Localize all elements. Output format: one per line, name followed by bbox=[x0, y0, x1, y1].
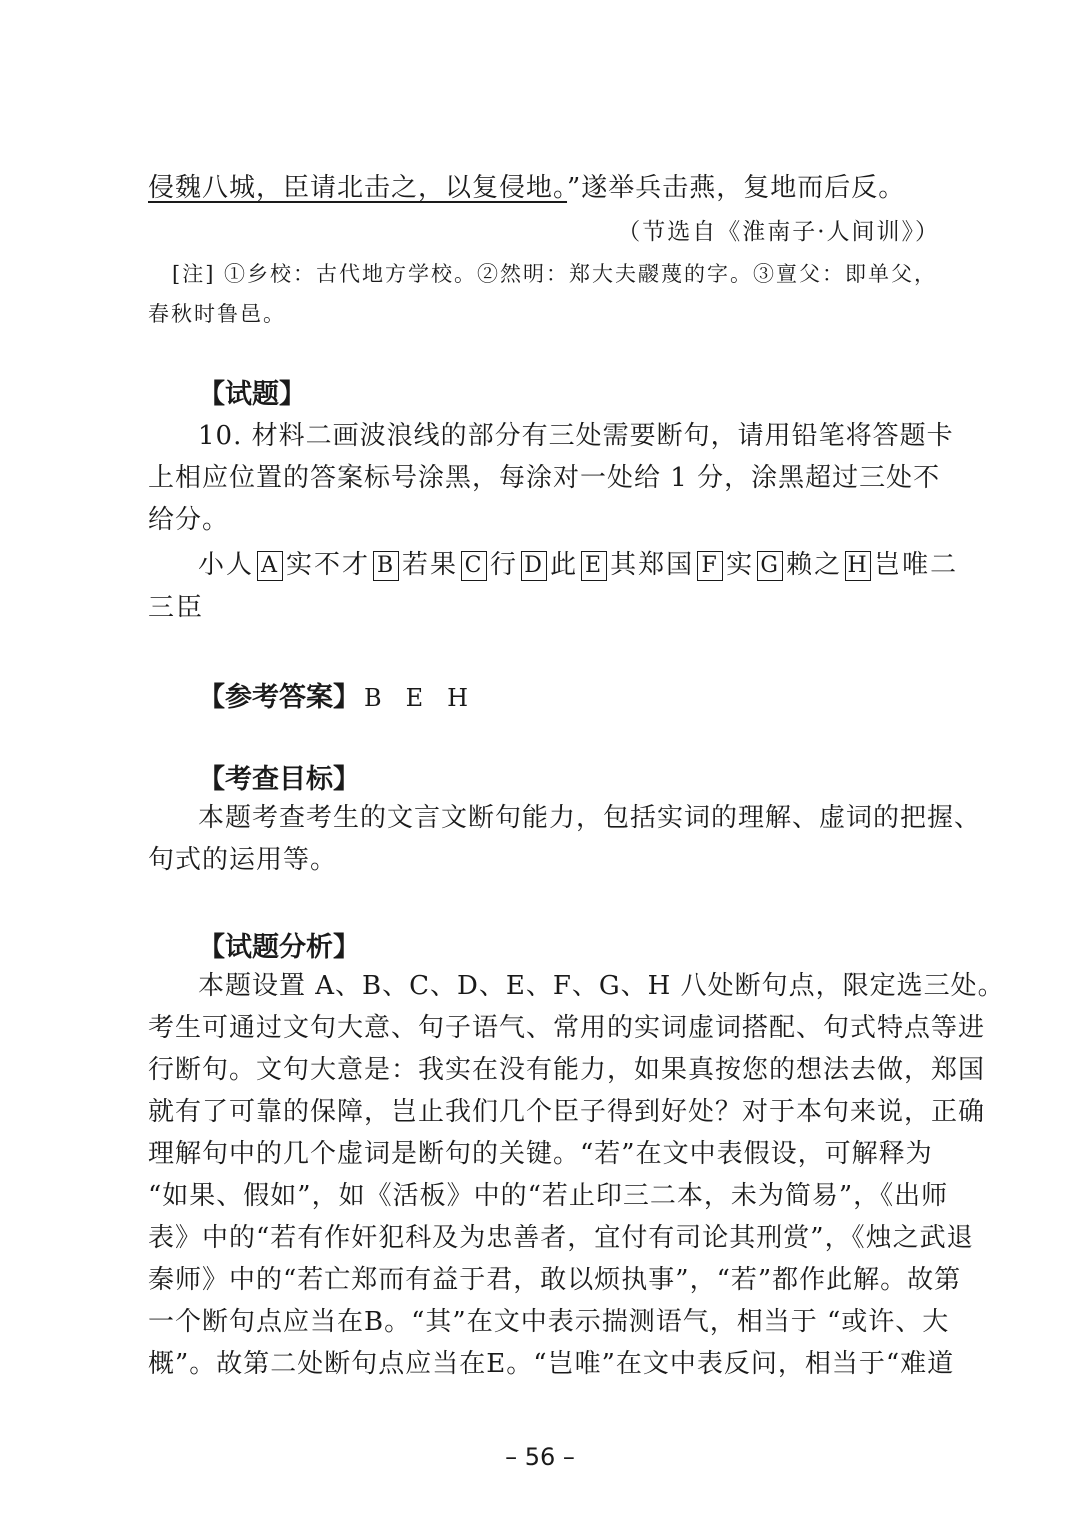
sentence-fragment: 此 bbox=[550, 550, 579, 580]
target-heading: 【考查目标】 bbox=[198, 764, 360, 795]
sentence-fragment: 赖之 bbox=[786, 550, 843, 580]
break-box-d: D bbox=[521, 551, 547, 581]
sentence-fragment: 实 bbox=[726, 550, 755, 580]
break-box-a: A bbox=[257, 551, 283, 581]
question-line-2: 上相应位置的答案标号涂黑，每涂对一处给 1 分，涂黑超过三处不 bbox=[148, 463, 941, 493]
source-citation: （节选自《淮南子·人间训》） bbox=[617, 219, 940, 245]
analysis-line-6: “如果、假如”，如《活板》中的“若止印三二本，未为简易”，《出师 bbox=[148, 1181, 949, 1211]
analysis-line-5: 理解句中的几个虚词是断句的关键。“若”在文中表假设，可解释为 bbox=[148, 1139, 933, 1169]
question-line-3: 给分。 bbox=[148, 505, 230, 535]
break-box-g: G bbox=[757, 551, 783, 581]
sentence-end: 三臣 bbox=[148, 593, 205, 623]
sentence-fragment: 小人 bbox=[198, 550, 255, 580]
passage-line bbox=[148, 166, 905, 210]
analysis-line-1: 本题设置 A、B、C、D、E、F、G、H 八处断句点，限定选三处。 bbox=[198, 971, 1005, 1001]
break-box-b: B bbox=[373, 551, 399, 581]
question-line-1: 10. 材料二画波浪线的部分有三处需要断句，请用铅笔将答题卡 bbox=[198, 421, 954, 451]
answer-line bbox=[198, 675, 468, 714]
sentence-fragment: 若果 bbox=[402, 550, 459, 580]
analysis-heading: 【试题分析】 bbox=[198, 932, 360, 963]
sentence-fragment: 其郑国 bbox=[610, 550, 695, 580]
page-number: – 56 – bbox=[505, 1443, 575, 1471]
break-box-e: E bbox=[581, 551, 607, 581]
analysis-line-7: 表》中的“若有作奸犯科及为忠善者，宜付有司论其刑赏”，《烛之武退 bbox=[148, 1223, 974, 1253]
sentence-fragment: 行 bbox=[490, 550, 519, 580]
punctuation-sentence bbox=[198, 543, 958, 587]
break-box-c: C bbox=[461, 551, 487, 581]
note-line-2: 春秋时鲁邑。 bbox=[148, 302, 286, 326]
question-heading: 【试题】 bbox=[198, 379, 306, 410]
analysis-line-2: 考生可通过文句大意、句子语气、常用的实词虚词搭配、句式特点等进 bbox=[148, 1013, 986, 1043]
analysis-line-10: 概”。故第二处断句点应当在E。“岂唯”在文中表反问，相当于“难道 bbox=[148, 1349, 955, 1379]
analysis-line-9: 一个断句点应当在B。“其”在文中表示揣测语气，相当于 “或许、大 bbox=[148, 1307, 950, 1337]
target-line-1: 本题考查考生的文言文断句能力，包括实词的理解、虚词的把握、 bbox=[198, 803, 982, 833]
underlined-text: 侵魏八城，臣请北击之，以复侵地。 bbox=[148, 173, 568, 203]
answer-value: B E H bbox=[364, 684, 469, 712]
analysis-line-4: 就有了可靠的保障，岂止我们几个臣子得到好处？对于本句来说，正确 bbox=[148, 1097, 986, 1127]
passage-text: ”遂举兵击燕，复地而后反。 bbox=[567, 173, 906, 203]
sentence-fragment: 岂唯二 bbox=[874, 550, 959, 580]
target-line-2: 句式的运用等。 bbox=[148, 845, 338, 875]
answer-heading: 【参考答案】 bbox=[198, 682, 360, 713]
sentence-fragment: 实不才 bbox=[286, 550, 371, 580]
break-box-f: F bbox=[697, 551, 723, 581]
analysis-line-3: 行断句。文句大意是：我实在没有能力，如果真按您的想法去做，郑国 bbox=[148, 1055, 986, 1085]
break-box-h: H bbox=[845, 551, 871, 581]
note-line-1: [注] ①乡校：古代地方学校。②然明：郑大夫鬷蔑的字。③亶父：即单父， bbox=[172, 262, 938, 286]
analysis-line-8: 秦师》中的“若亡郑而有益于君，敢以烦执事”，“若”都作此解。故第 bbox=[148, 1265, 962, 1295]
